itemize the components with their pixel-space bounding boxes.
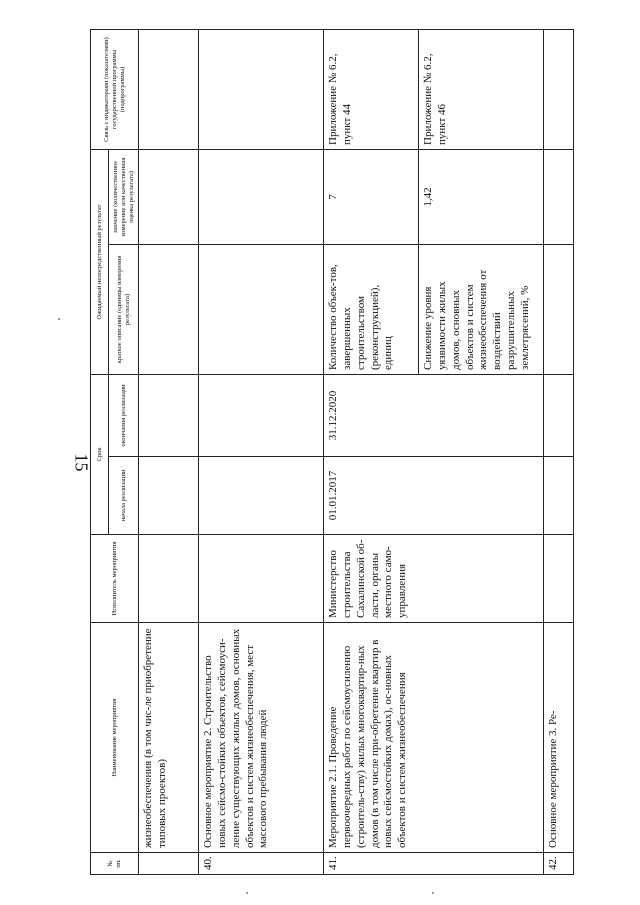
row-name: Основное мероприятие 2. Строительство новых сейсмо-стойких объектов, сейсмоуси-ление существующих жилых домов, основных объектов и систем жизнеобеспечения, мест массового пребывания людей [199,623,324,853]
row-link: Приложение № 6.2, пункт 44 [324,30,419,150]
row-result-desc: Количество объек-тов, завершенных строительством (реконструкцией), единиц [324,245,419,375]
header-name: Наименование мероприятия [91,623,139,853]
row-result-desc [199,245,324,375]
row-result-value [139,150,199,245]
row-name: жизнеобеспечения (в том чис-ле приобретение типовых проектов) [139,623,199,853]
header-link: Связь с индикаторами (показателями) государственной программы (подпрограммы) [91,30,139,150]
measures-table [90,29,574,875]
row-start: 01.01.2017 [324,457,544,535]
scan-speck [58,318,60,320]
table-row [199,30,324,875]
row-result-value [544,150,574,245]
header-row [91,30,109,875]
row-num [139,853,199,875]
row-result-value: 1,42 [419,150,544,245]
row-num: 42. [544,853,574,875]
row-executor [199,535,324,623]
row-result-desc [544,245,574,375]
header-result: Ожидаемый непосредственный результат [91,150,109,375]
table-row [139,30,199,875]
row-executor [544,535,574,623]
row-result-value [199,150,324,245]
row-executor [139,535,199,623]
row-num: 41. [324,853,544,875]
row-num: 40. [199,853,324,875]
header-result-value: значение (количественное измерение или качественная оценка результата) [109,150,139,245]
row-end [199,375,324,457]
scan-speck [246,892,248,894]
row-link [139,30,199,150]
header-result-desc: краткое описание (единицы измерения результата) [109,245,139,375]
row-start [544,457,574,535]
rotated-table-container [90,30,570,875]
row-end [544,375,574,457]
header-start: начала реализации [109,457,139,535]
row-result-desc: Снижение уровня уязвимости жилых домов, основных объектов и систем жизнеобеспечения от воздействий разрушительных землетрясений, % [419,245,544,375]
table-row [544,30,574,875]
row-result-desc [139,245,199,375]
row-start [139,457,199,535]
row-end [139,375,199,457]
row-executor: Министерство строительства Сахалинской об-ласти, органы местного само-управления [324,535,544,623]
row-start [199,457,324,535]
row-name: Основное мероприятие 3. Ре- [544,623,574,853]
row-result-value: 7 [324,150,419,245]
table-row [324,30,419,875]
row-link: Приложение № 6.2, пункт 46 [419,30,544,150]
scan-speck [432,892,434,894]
header-term: Срок [91,375,109,535]
header-executor: Исполнитель мероприятия [91,535,139,623]
page-number: 15 [71,453,92,472]
row-name: Мероприятие 2.1. Проведение первоочередных работ по сейсмоусилению (строитель-ству) жилых многоквартир-ных домов (в том числе при-обретение квартир в новых сейсмостойких домах), ос-новных объектов и систем жизнеобеспечения [324,623,544,853]
row-link [199,30,324,150]
header-num: № пп. [91,853,139,875]
header-end: окончания реализации [109,375,139,457]
row-end: 31.12.2020 [324,375,544,457]
row-link [544,30,574,150]
